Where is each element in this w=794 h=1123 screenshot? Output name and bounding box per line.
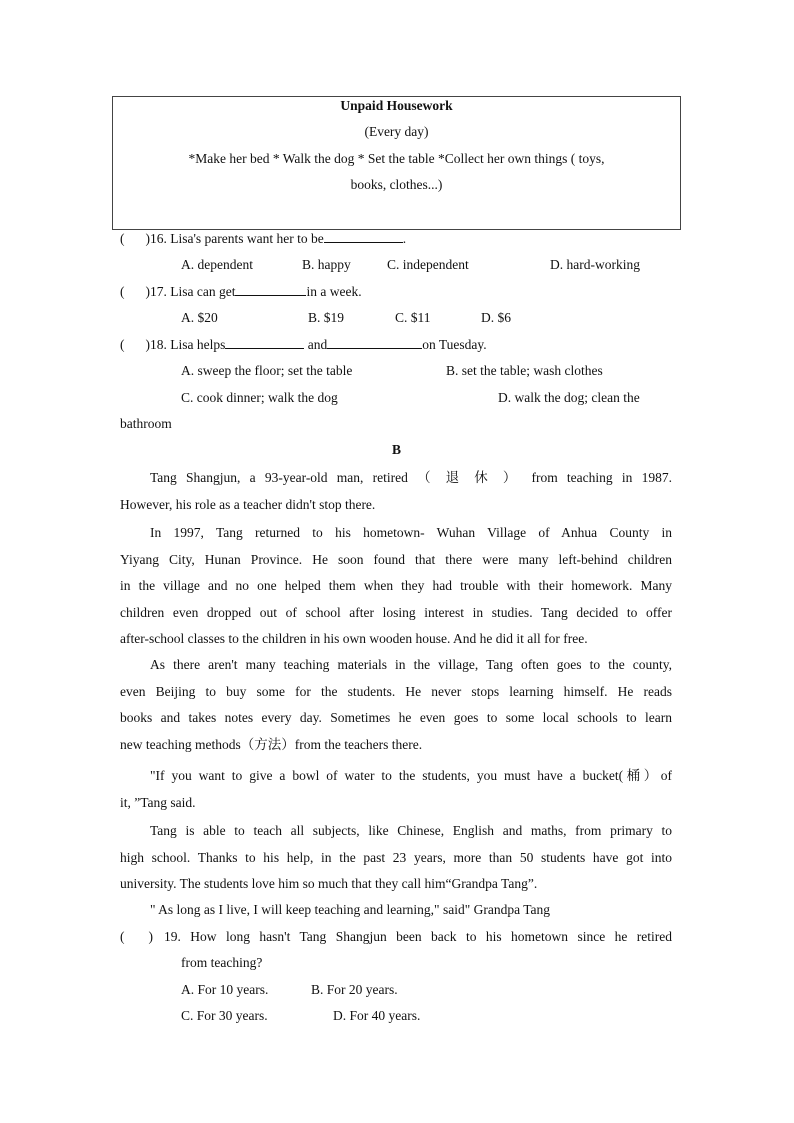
paragraph-line: Yiyang City, Hunan Province. He soon found that there were many left-behind children	[120, 551, 672, 567]
q17-stem-line	[120, 284, 362, 300]
q18-option-c: C. cook dinner; walk the dog	[181, 390, 338, 405]
q16-option-b: B. happy	[302, 257, 351, 272]
housework-items-line1: *Make her bed * Walk the dog * Set the table *Collect her own things ( toys,	[188, 151, 605, 166]
q18-paren-open: (	[120, 337, 125, 352]
q18-number: )18.	[145, 337, 167, 352]
passage-b-paragraph-4	[120, 763, 672, 816]
q16-option-a: A. dependent	[181, 257, 253, 272]
q16-paren-open: (	[120, 231, 125, 246]
paragraph-line: Tang Shangjun, a 93-year-old man, retired （ 退 休 ） from teaching in 1987.	[150, 470, 672, 485]
housework-title: Unpaid Housework	[340, 98, 453, 113]
paragraph-line: In 1997, Tang returned to his hometown- Wuhan Village of Anhua County in	[150, 525, 672, 540]
paragraph-line: children even dropped out of school after losing interest in studies. Tang decided to offer	[120, 604, 672, 620]
paragraph-line: " As long as I live, I will keep teaching and learning," said" Grandpa Tang	[150, 902, 550, 917]
paragraph-line: even Beijing to buy some for the students. He never stops learning himself. He reads	[120, 683, 672, 699]
paragraph-line: new teaching methods（方法）from the teachers there.	[120, 736, 423, 752]
passage-b-paragraph-1	[120, 465, 672, 518]
q19-stem-line2: from teaching?	[181, 955, 263, 970]
paragraph-line: university. The students love him so much that they call him“Grandpa Tang”.	[120, 876, 538, 891]
q18-blank-2	[327, 337, 422, 349]
q19-option-c: C. For 30 years.	[181, 1008, 268, 1023]
q16-blank	[324, 231, 403, 243]
q17-stem: Lisa can get	[170, 284, 236, 299]
q17-end: in a week.	[306, 284, 362, 299]
q18-blank-1	[225, 337, 304, 349]
q16-number: )16.	[145, 231, 167, 246]
q17-option-b: B. $19	[308, 310, 345, 325]
q17-number: )17.	[145, 284, 167, 299]
q16-end: .	[402, 231, 407, 246]
housework-items-line2: books, clothes...)	[350, 177, 443, 192]
q19-paren-close: )	[148, 929, 153, 944]
passage-b-paragraph-5	[120, 818, 672, 898]
passage-b-heading: B	[391, 442, 401, 457]
q17-option-a: A. $20	[181, 310, 218, 325]
q18-stem-line	[120, 337, 487, 353]
q19-option-b: B. For 20 years.	[311, 982, 398, 997]
q17-option-c: C. $11	[395, 310, 431, 325]
paragraph-line: books and takes notes every day. Sometimes he even goes to some local schools to learn	[120, 710, 672, 725]
q16-option-d: D. hard-working	[550, 257, 640, 272]
q19-paren-open: (	[120, 929, 125, 944]
paragraph-line: it, ”Tang said.	[120, 794, 196, 810]
q18-option-d-cont: bathroom	[120, 416, 172, 431]
q19-paren-group	[120, 929, 153, 945]
q18-option-b: B. set the table; wash clothes	[446, 363, 603, 378]
housework-subtitle: (Every day)	[364, 124, 429, 139]
q18-end: on Tuesday.	[422, 337, 487, 352]
q16-stem: Lisa's parents want her to be	[170, 231, 324, 246]
q16-option-c: C. independent	[387, 257, 469, 272]
q17-blank	[235, 284, 306, 296]
paragraph-line: As there aren't many teaching materials in the village, Tang often goes to the county,	[150, 657, 672, 672]
passage-b-paragraph-2	[120, 520, 672, 653]
paragraph-line: However, his role as a teacher didn't stop there.	[120, 496, 376, 512]
q16-stem-line	[120, 231, 406, 247]
q17-option-d: D. $6	[481, 310, 511, 325]
q18-stem: Lisa helps	[170, 337, 226, 352]
paragraph-line: "If you want to give a bowl of water to the students, you must have a bucket(桶）of	[150, 768, 672, 783]
q18-option-d: D. walk the dog; clean the	[498, 390, 640, 405]
q17-paren-open: (	[120, 284, 125, 299]
q18-option-a: A. sweep the floor; set the table	[181, 363, 353, 378]
q19-option-d: D. For 40 years.	[333, 1008, 421, 1023]
passage-b-paragraph-6	[120, 897, 672, 924]
q19-stem-line1: 19. How long hasn't Tang Shangjun been back to his hometown since he retired	[164, 929, 672, 944]
passage-b-paragraph-3	[120, 652, 672, 758]
paragraph-line: high school. Thanks to his help, in the past 23 years, more than 50 students have got into	[120, 849, 672, 865]
paragraph-line: Tang is able to teach all subjects, like Chinese, English and maths, from primary to	[150, 823, 672, 838]
q18-mid: and	[307, 337, 328, 352]
q19-option-a: A. For 10 years.	[181, 982, 269, 997]
paragraph-line: in the village and no one helped them when they had trouble with their homework. Many	[120, 578, 672, 593]
paragraph-line: after-school classes to the children in his own wooden house. And he did it all for free.	[120, 631, 588, 646]
